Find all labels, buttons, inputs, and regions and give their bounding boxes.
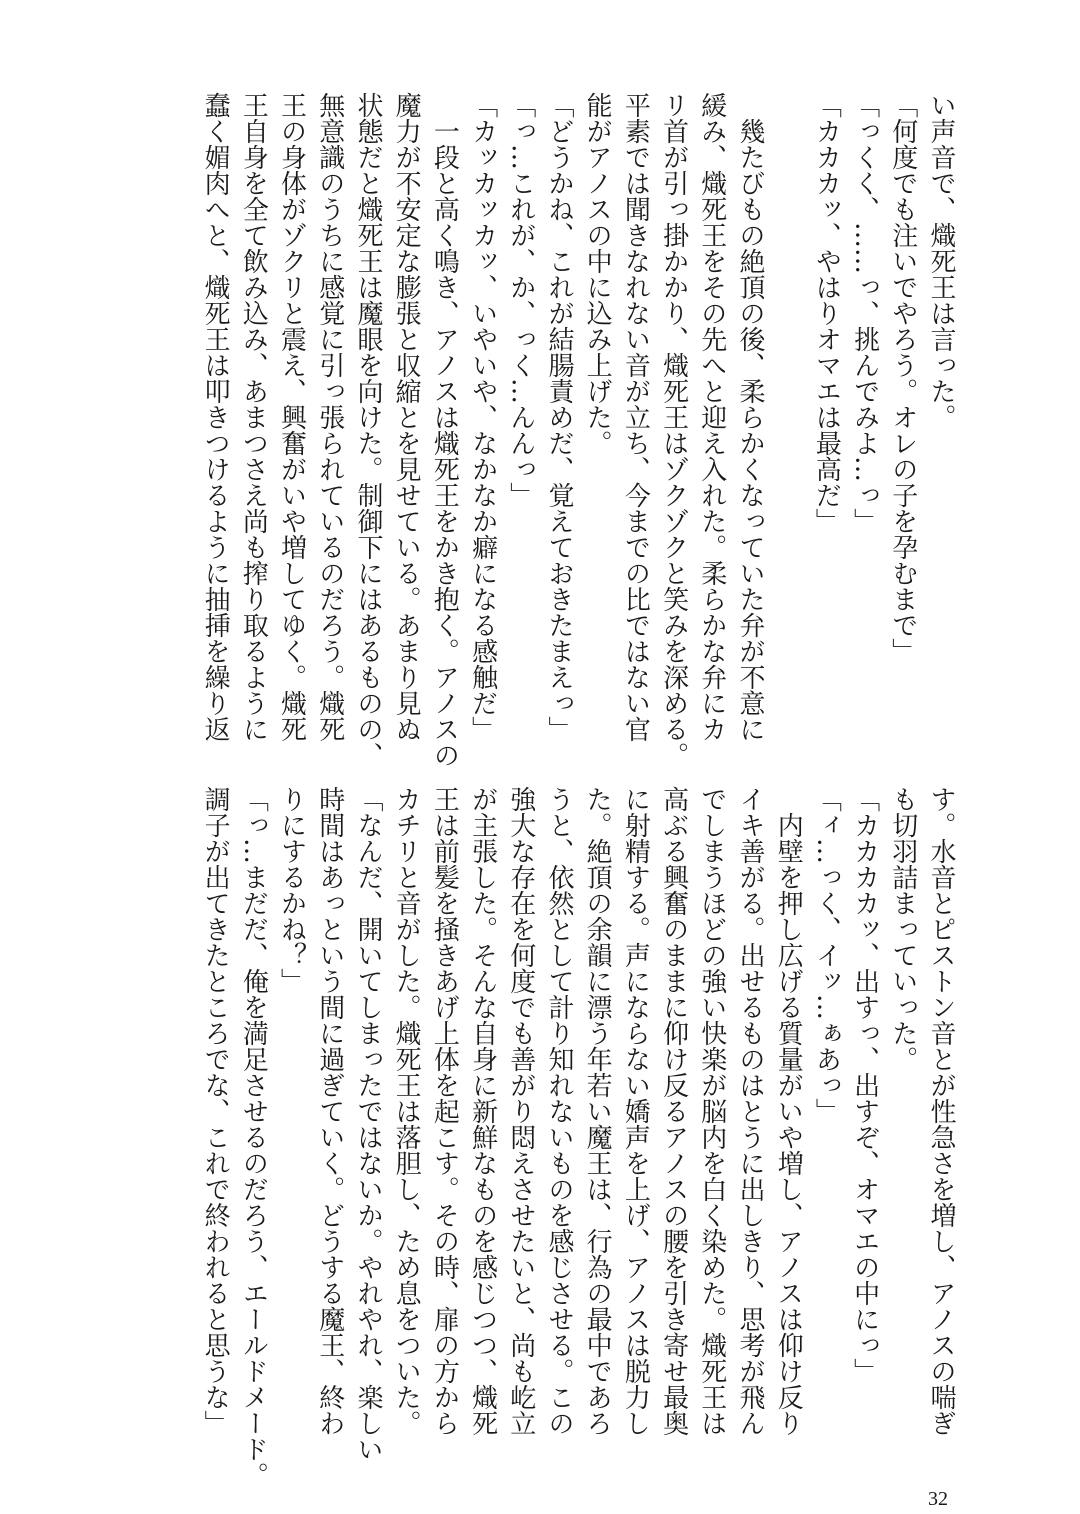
text-column: 高ぶる興奮のままに仰け反るアノスの腰を引き寄せ最奥 [658, 786, 689, 1436]
text-column: 王の身体がゾクリと震え、興奮がいや増してゆく。熾死 [276, 92, 307, 742]
text-column: た。絶頂の余韻に漂う年若い魔王は、行為の最中であろ [582, 786, 613, 1436]
text-column: 「カッカッカッ、いやいや、なかなか癖になる感触だ」 [467, 92, 498, 742]
text-column: 蠢く媚肉へと、熾死王は叩きつけるように抽挿を繰り返 [200, 92, 231, 742]
text-column: 緩み、熾死王をその先へと迎え入れた。柔らかな弁にカ [696, 92, 727, 742]
text-column: 「何度でも注いでやろう。オレの子を孕むまで」 [887, 92, 918, 664]
text-column: 調子が出てきたところでな、これで終われると思うな」 [200, 786, 231, 1436]
text-column: カチリと音がした。熾死王は落胆し、ため息をついた。 [391, 786, 422, 1436]
text-column: 「どうかね、これが結腸責めだ、覚えておきたまえっ」 [543, 92, 574, 742]
text-column: 王自身を全て飲み込み、あまつさえ尚も搾り取るように [238, 92, 269, 742]
text-column: 一段と高く鳴き、アノスは熾死王をかき抱く。アノスの [429, 92, 460, 768]
text-column: 無意識のうちに感覚に引っ張られているのだろう。熾死 [314, 92, 345, 742]
text-column: が主張した。そんな自身に新鮮なものを感じつつ、熾死 [467, 786, 498, 1436]
text-block-top [196, 92, 960, 782]
text-column: 強大な存在を何度でも善がり悶えさせたいと、尚も屹立 [505, 786, 536, 1436]
text-column: うと、依然として計り知れないものを感じさせる。この [543, 786, 574, 1436]
text-column: 時間はあっという間に過ぎていく。どうする魔王、終わ [314, 786, 345, 1436]
text-column: も切羽詰まっていった。 [887, 786, 918, 1072]
text-column: 「なんだ、開いてしまったではないか。やれやれ、楽しい [352, 786, 383, 1462]
text-column: い声音で、熾死王は言った。 [926, 92, 956, 430]
text-column: イキ善がる。出せるものはとうに出しきり、思考が飛ん [734, 786, 765, 1436]
text-column: 「っ…まだだ、俺を満足させるのだろう、エールドメード。 [238, 786, 269, 1488]
text-column: に射精する。声にならない嬌声を上げ、アノスは脱力し [620, 786, 651, 1436]
text-column: リ首が引っ掛かかり、熾死王はゾクゾクと笑みを深める。 [658, 92, 689, 768]
text-column: 幾たびもの絶頂の後、柔らかくなっていた弁が不意に [734, 92, 765, 742]
text-column: 「っくく、……っ、挑んでみよ…っ」 [849, 92, 880, 534]
text-column: 平素では聞きなれない音が立ち、今までの比ではない官 [620, 92, 651, 742]
text-block-bottom [196, 786, 960, 1491]
text-column: 魔力が不安定な膨張と収縮とを見せている。あまり見ぬ [391, 92, 422, 742]
text-column: 「ィ…っく、イッ…ぁあっ」 [811, 786, 842, 1124]
text-column: 状態だと熾死王は魔眼を向けた。制御下にはあるものの、 [352, 92, 383, 768]
text-column: 王は前髪を掻きあげ上体を起こす。その時、扉の方から [429, 786, 460, 1436]
page-number: 32 [928, 1488, 948, 1510]
text-column: す。水音とピストン音とが性急さを増し、アノスの喘ぎ [926, 786, 956, 1436]
text-column: 能がアノスの中に込み上げた。 [582, 92, 613, 456]
text-column [769, 92, 807, 782]
text-column: 「カカカッ、やはりオマエは最高だ」 [811, 92, 842, 534]
text-column: でしまうほどの強い快楽が脳内を白く染めた。熾死王は [696, 786, 727, 1436]
text-column: 「っ…これが、か、っく…んんっ」 [505, 92, 536, 508]
text-column: 内壁を押し広げる質量がいや増し、アノスは仰け反り [773, 786, 804, 1436]
text-column: 「カカカカッ、出すっ、出すぞ、オマエの中にっ」 [849, 786, 880, 1384]
text-column: りにするかね？」 [276, 786, 307, 994]
